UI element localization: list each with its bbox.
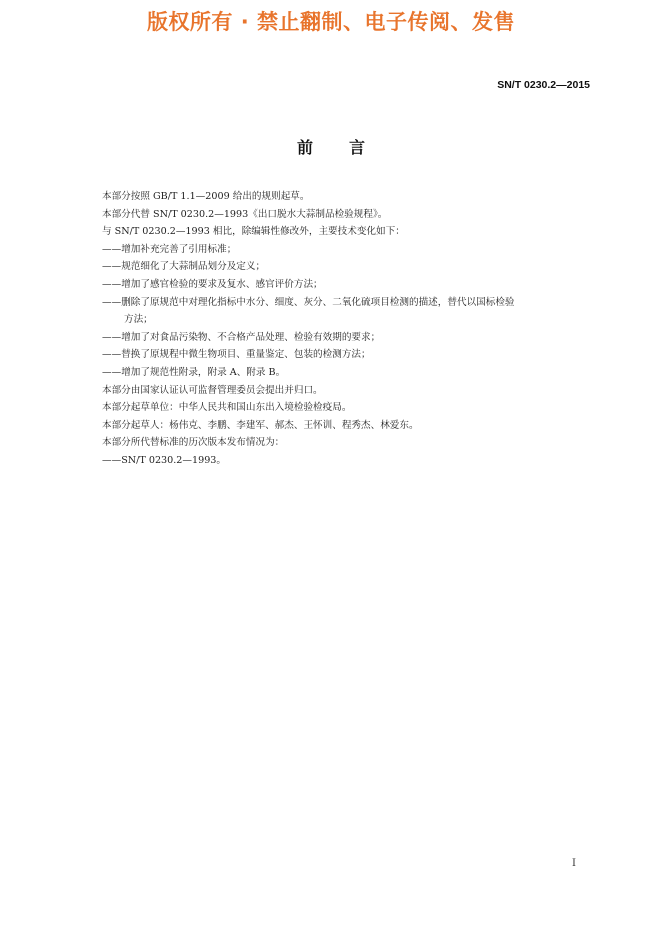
change-list-item-continuation: 方法； [124,314,153,326]
change-list-item: ——增加了对食品污染物、不合格产品处理、检验有效期的要求； [102,331,381,343]
change-list-item: ——增加了感官检验的要求及复水、感官评价方法； [102,278,323,290]
foreword-paragraph: 本部分所代替标准的历次版本发布情况为： [102,437,285,449]
change-list-item: ——增加补充完善了引用标准； [102,243,237,255]
foreword-body [102,188,597,470]
change-list-item: ——替换了原规程中微生物项目、重量鉴定、包装的检测方法； [102,349,371,361]
standard-code: SN/T 0230.2—2015 [497,79,590,91]
foreword-paragraph: 本部分代替 SN/T 0230.2—1993《出口脱水大蒜制品检验规程》。 [102,208,388,220]
change-list-item: ——删除了原规范中对理化指标中水分、细度、灰分、二氧化硫项目检测的描述，替代以国标检验 [102,296,515,308]
foreword-paragraph: 本部分起草人：杨伟克、李鹏、李建军、郝杰、王怀训、程秀杰、林爱东。 [102,419,419,431]
history-list-item: ——SN/T 0230.2—1993。 [102,454,227,466]
foreword-paragraph: 本部分起草单位：中华人民共和国山东出入境检验检疫局。 [102,402,352,414]
copyright-watermark: 版权所有 · 禁止翻制、电子传阅、发售 [146,10,516,34]
foreword-paragraph: 与 SN/T 0230.2—1993 相比，除编辑性修改外，主要技术变化如下： [102,226,405,238]
page-number: I [572,858,576,869]
foreword-paragraph: 本部分由国家认证认可监督管理委员会提出并归口。 [102,384,323,396]
change-list-item: ——增加了规范性附录，附录 A、附录 B。 [102,366,286,378]
foreword-paragraph: 本部分按照 GB/T 1.1—2009 给出的规则起草。 [102,191,310,202]
page-title: 前言 [296,138,401,157]
change-list-item: ——规范细化了大蒜制品划分及定义； [102,261,266,273]
